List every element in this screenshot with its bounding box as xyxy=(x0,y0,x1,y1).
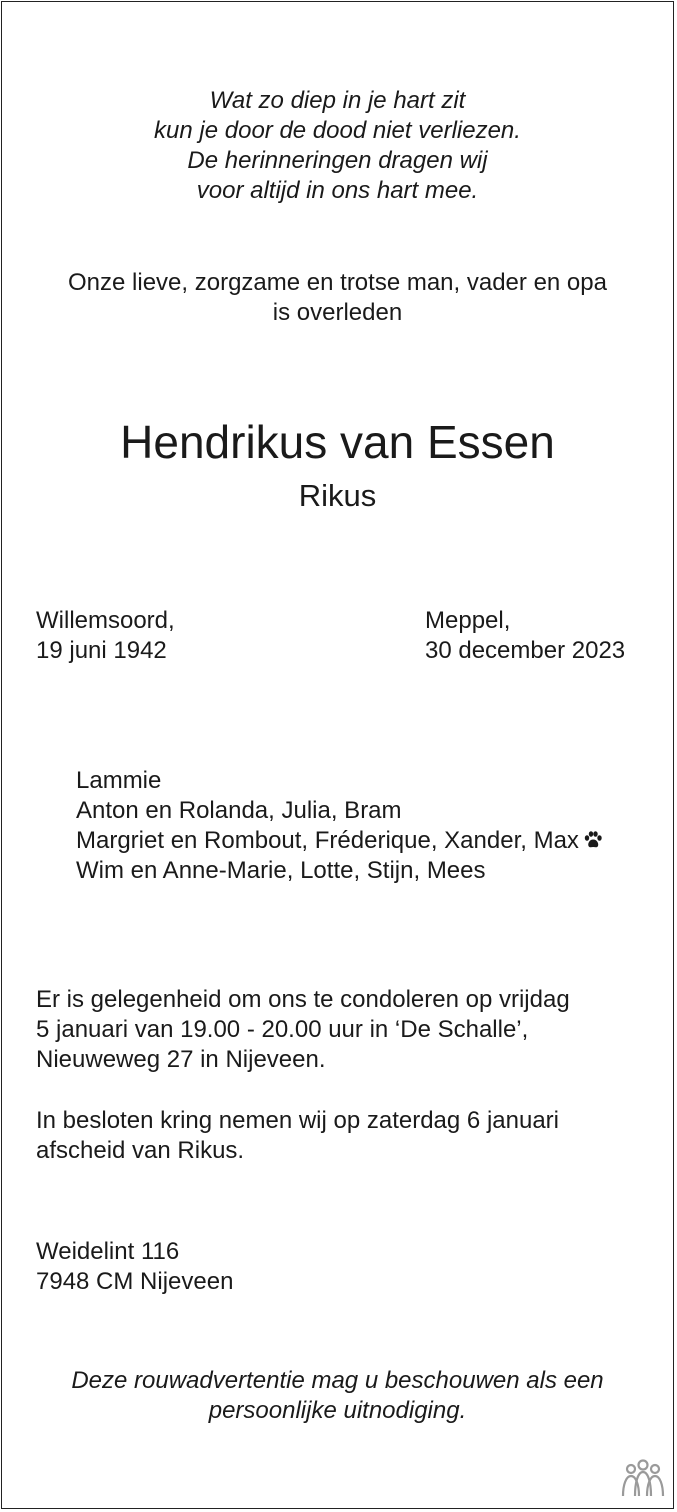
birth-place: Willemsoord, xyxy=(36,607,175,634)
closing-note xyxy=(2,1366,673,1426)
family-member-with-pet xyxy=(76,826,603,856)
deceased-nickname: Rikus xyxy=(298,478,377,513)
condolence-line: Er is gelegenheid om ons te condoleren op vrijdag xyxy=(36,986,570,1013)
closing-line: persoonlijke uitnodiging. xyxy=(208,1397,467,1424)
announcement-line: Onze lieve, zorgzame en trotse man, vader en opa xyxy=(68,269,607,296)
family-list xyxy=(76,766,603,886)
family-member: Wim en Anne-Marie, Lotte, Stijn, Mees xyxy=(76,857,486,884)
announcement xyxy=(2,268,673,328)
condolence-line: 5 januari van 19.00 - 20.00 uur in ‘De Schalle’, xyxy=(36,1016,529,1043)
verse-line: Wat zo diep in je hart zit xyxy=(209,87,466,114)
condolence-line: Nieuweweg 27 in Nijeveen. xyxy=(36,1046,326,1073)
death-place: Meppel, xyxy=(425,607,511,634)
farewell-info xyxy=(36,1106,559,1166)
paw-icon xyxy=(583,830,603,850)
family-member: Lammie xyxy=(76,767,162,794)
address-line: 7948 CM Nijeveen xyxy=(36,1268,234,1295)
verse-line: voor altijd in ons hart mee. xyxy=(196,177,479,204)
address-line: Weidelint 116 xyxy=(36,1238,180,1265)
family-member: Anton en Rolanda, Julia, Bram xyxy=(76,797,402,824)
verse xyxy=(2,86,673,206)
death-notice-card xyxy=(1,1,674,1509)
correspondence-address xyxy=(36,1237,233,1297)
people-group-icon xyxy=(620,1458,666,1500)
farewell-line: afscheid van Rikus. xyxy=(36,1137,245,1164)
condolence-info xyxy=(36,985,570,1075)
farewell-line: In besloten kring nemen wij op zaterdag 6 januari xyxy=(36,1107,559,1134)
verse-line: kun je door de dood niet verliezen. xyxy=(154,117,521,144)
deceased-name: Hendrikus van Essen xyxy=(120,416,555,468)
birth-details xyxy=(36,606,175,666)
death-date: 30 december 2023 xyxy=(425,637,626,664)
announcement-line: is overleden xyxy=(272,299,403,326)
closing-line: Deze rouwadvertentie mag u beschouwen als een xyxy=(71,1367,604,1394)
family-member-text: Margriet en Rombout, Fréderique, Xander, Max xyxy=(76,827,579,854)
verse-line: De herinneringen dragen wij xyxy=(187,147,488,174)
birth-date: 19 juni 1942 xyxy=(36,637,167,664)
death-details xyxy=(425,606,625,666)
